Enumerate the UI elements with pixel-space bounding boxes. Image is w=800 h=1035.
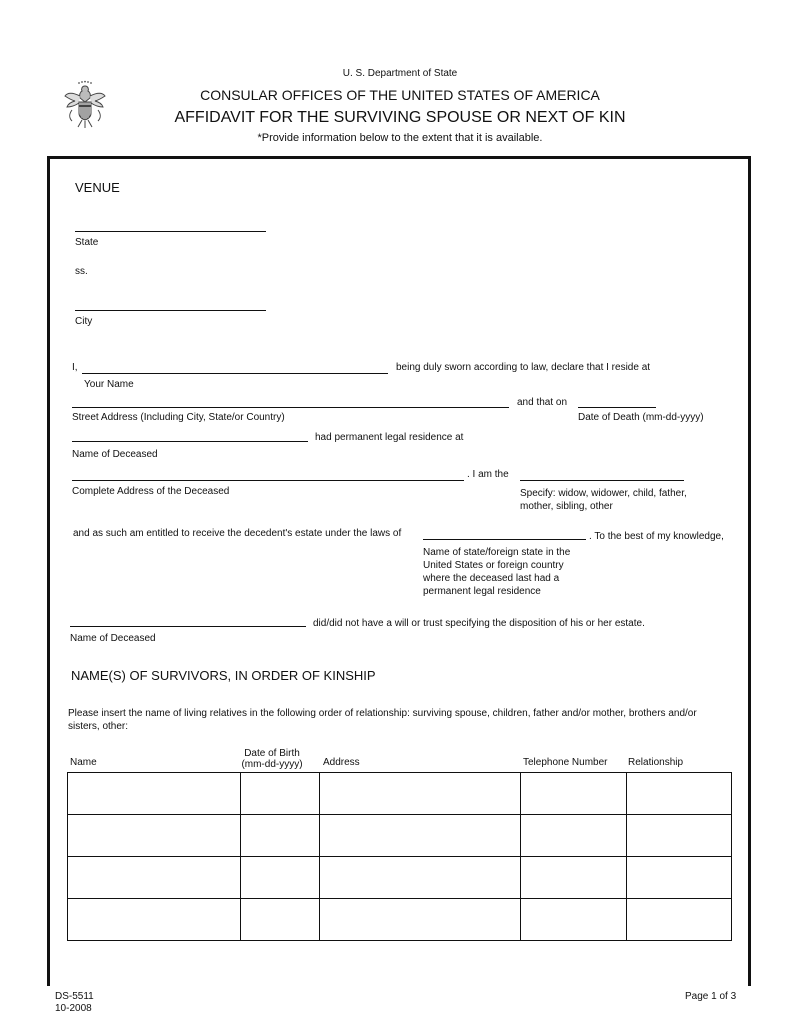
survivor-relationship-cell[interactable] bbox=[627, 857, 732, 899]
i-label: I, bbox=[72, 362, 78, 373]
deceased-name-label: Name of Deceased bbox=[72, 449, 158, 460]
residence-text: had permanent legal residence at bbox=[315, 432, 464, 443]
col-header-dob bbox=[240, 748, 304, 770]
date-of-death-field[interactable] bbox=[578, 407, 656, 408]
page-number: Page 1 of 3 bbox=[685, 991, 737, 1002]
survivor-relationship-cell[interactable] bbox=[627, 899, 732, 941]
venue-heading: VENUE bbox=[75, 180, 120, 195]
col-header-phone: Telephone Number bbox=[523, 757, 608, 768]
survivor-name-cell[interactable] bbox=[68, 857, 241, 899]
state-hint-3: where the deceased last had a bbox=[423, 573, 560, 584]
table-row bbox=[68, 815, 732, 857]
state-field[interactable] bbox=[75, 231, 266, 232]
deceased-address-field[interactable] bbox=[72, 480, 464, 481]
survivor-relationship-cell[interactable] bbox=[627, 773, 732, 815]
col-header-relationship: Relationship bbox=[628, 757, 684, 768]
street-address-field[interactable] bbox=[72, 407, 509, 408]
best-knowledge-text: . To the best of my knowledge, bbox=[589, 531, 724, 542]
state-label: State bbox=[75, 237, 99, 248]
survivors-table bbox=[67, 772, 732, 941]
survivors-instructions-1: Please insert the name of living relatives in the following order of relationship: surviving spouse, children, father and/or mother, brothers and/or bbox=[68, 708, 697, 719]
and-that-on-text: and that on bbox=[517, 397, 568, 408]
state-hint-1: Name of state/foreign state in the bbox=[423, 547, 571, 558]
city-field[interactable] bbox=[75, 310, 266, 311]
specify-hint-2: mother, sibling, other bbox=[520, 501, 613, 512]
survivors-instructions-2: sisters, other: bbox=[68, 721, 129, 732]
survivor-name-cell[interactable] bbox=[68, 815, 241, 857]
survivor-dob-cell[interactable] bbox=[240, 773, 319, 815]
will-text: did/did not have a will or trust specifying the disposition of his or her estate. bbox=[313, 618, 645, 629]
your-name-label: Your Name bbox=[84, 379, 134, 390]
form-date: 10-2008 bbox=[55, 1003, 92, 1014]
street-address-label: Street Address (Including City, State/or Country) bbox=[72, 412, 285, 423]
consular-offices: CONSULAR OFFICES OF THE UNITED STATES OF AMERICA bbox=[200, 87, 600, 103]
survivor-address-cell[interactable] bbox=[319, 899, 521, 941]
survivor-address-cell[interactable] bbox=[319, 857, 521, 899]
form-title: AFFIDAVIT FOR THE SURVIVING SPOUSE OR NEXT OF KIN bbox=[174, 109, 626, 126]
specify-hint-1: Specify: widow, widower, child, father, bbox=[520, 488, 687, 499]
table-row bbox=[68, 899, 732, 941]
relationship-field[interactable] bbox=[520, 480, 684, 481]
survivor-address-cell[interactable] bbox=[319, 815, 521, 857]
deceased-address-label: Complete Address of the Deceased bbox=[72, 486, 230, 497]
deceased-name-field[interactable] bbox=[72, 441, 308, 442]
your-name-field[interactable] bbox=[82, 373, 388, 374]
survivor-phone-cell[interactable] bbox=[521, 899, 627, 941]
table-row bbox=[68, 773, 732, 815]
survivor-dob-cell[interactable] bbox=[240, 899, 319, 941]
survivor-relationship-cell[interactable] bbox=[627, 815, 732, 857]
sworn-text: being duly sworn according to law, declare that I reside at bbox=[396, 362, 651, 373]
state-hint-4: permanent legal residence bbox=[423, 586, 541, 597]
date-of-death-label: Date of Death (mm-dd-yyyy) bbox=[578, 412, 704, 423]
col-header-dob-line1: Date of Birth bbox=[244, 748, 300, 759]
deceased-name-label-2: Name of Deceased bbox=[70, 633, 156, 644]
department-name: U. S. Department of State bbox=[342, 68, 458, 79]
form-number: DS-5511 bbox=[55, 991, 94, 1002]
survivor-phone-cell[interactable] bbox=[521, 815, 627, 857]
survivor-dob-cell[interactable] bbox=[240, 857, 319, 899]
survivor-phone-cell[interactable] bbox=[521, 773, 627, 815]
state-of-laws-field[interactable] bbox=[423, 539, 586, 540]
table-row bbox=[68, 857, 732, 899]
survivor-address-cell[interactable] bbox=[319, 773, 521, 815]
col-header-address: Address bbox=[323, 757, 360, 768]
ss-label: ss. bbox=[75, 266, 88, 277]
col-header-name: Name bbox=[70, 757, 97, 768]
survivor-phone-cell[interactable] bbox=[521, 857, 627, 899]
survivor-name-cell[interactable] bbox=[68, 899, 241, 941]
deceased-name-field-2[interactable] bbox=[70, 626, 306, 627]
survivor-name-cell[interactable] bbox=[68, 773, 241, 815]
survivor-dob-cell[interactable] bbox=[240, 815, 319, 857]
survivors-heading: NAME(S) OF SURVIVORS, IN ORDER OF KINSHIP bbox=[71, 668, 376, 683]
form-subtitle: *Provide information below to the extent that it is available. bbox=[257, 132, 543, 144]
city-label: City bbox=[75, 316, 93, 327]
col-header-dob-line2: (mm-dd-yyyy) bbox=[241, 759, 303, 770]
i-am-the-text: . I am the bbox=[467, 469, 509, 480]
state-hint-2: United States or foreign country bbox=[423, 560, 564, 571]
entitled-text: and as such am entitled to receive the decedent's estate under the laws of bbox=[73, 528, 402, 539]
